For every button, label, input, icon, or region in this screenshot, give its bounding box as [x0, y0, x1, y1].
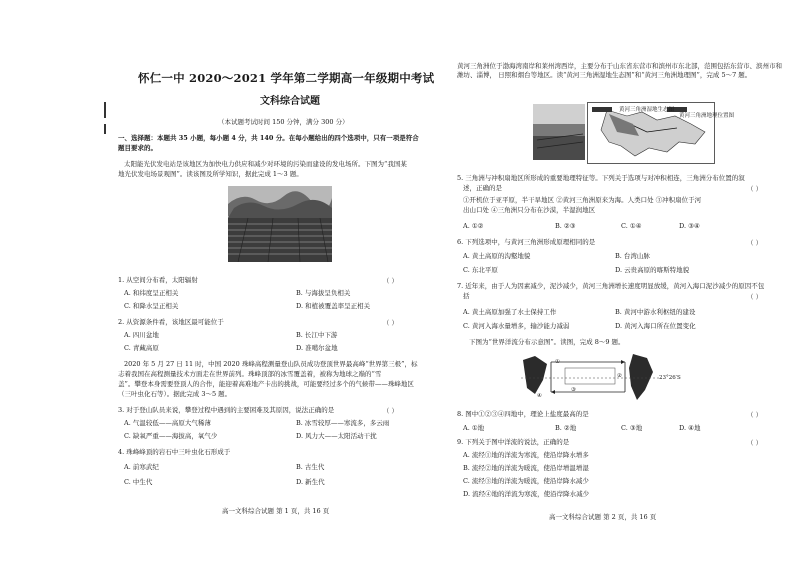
page-footer: 高一文科综合试题 第 1 页，共 16 页	[222, 507, 330, 515]
option-d: D. 风力大——太阳活动干扰	[296, 432, 377, 440]
option-a: A. 四川盆地	[124, 331, 159, 339]
option-c: C. 中生代	[124, 478, 153, 486]
exam-subtitle: 文科综合试题	[260, 96, 320, 107]
option-c: C. 和降水呈正相关	[124, 302, 179, 310]
option-a: A. 和纬度呈正相关	[124, 289, 179, 297]
diagram-mark: ④	[537, 393, 542, 399]
option-d: D. 流经④地的洋流为寒流，使沿岸降水减少	[463, 490, 590, 498]
answer-paren: （ ）	[747, 239, 763, 247]
section-heading: 一、选择题：本题共 35 小题，每小题 4 分，共 140 分。在每小题给出的四个选项中，只有一项是符合	[118, 134, 419, 142]
exam-page-right	[397, 0, 794, 561]
diagram-mark: ②	[617, 373, 622, 379]
answer-paren: （ ）	[382, 407, 398, 415]
option-c: C. 缺氧严重——海拔高，氧气少	[124, 432, 218, 440]
diagram-mark: ①	[555, 359, 560, 365]
passage-line: 日照和烟台等地区。读“黄河三角洲湿地生态图”和“黄河三角洲地理图”，完成	[498, 71, 720, 79]
question-8: 8. 图中①②③④四地中，理论上盐度最高的是	[457, 410, 589, 418]
option-d: D. 新生代	[296, 478, 325, 486]
answer-paren: （ ）	[382, 277, 398, 285]
option-d: D. 和植被覆盖率呈正相关	[296, 302, 371, 310]
answer-paren: （ ）	[382, 319, 398, 327]
option-a: A. 前寒武纪	[124, 463, 159, 471]
passage-text: （三叶虫化石等）。据此完成 3～5 题。	[118, 390, 232, 398]
statement-list: ①开机位于亚平原，半干旱地区 ②黄河三角洲原来为海。人类口处 ③冲积扇位于河	[463, 196, 702, 204]
option-a: A. ①②	[463, 222, 484, 230]
passage-line: 5～7 题。	[721, 71, 752, 79]
option-b: B. 流经②地的洋流为暖流，使沿岸增温增湿	[463, 464, 589, 472]
option-a: A. 黄土高原加强了水土保持工作	[463, 308, 557, 316]
option-c: C. 青藏高原	[124, 344, 159, 352]
option-c: C. 流经③地的洋流为暖流，使沿岸降水减少	[463, 477, 589, 485]
answer-paren: （ ）	[747, 185, 763, 193]
section-heading-cont: 题目要求的。	[118, 144, 157, 152]
question-1: 1. 从空间分布看，太阳辐射	[118, 276, 198, 284]
answer-paren: （ ）	[747, 411, 763, 419]
question-2: 2. 从资源条件看，该地区最可能位于	[118, 318, 224, 326]
question-5: 5. 三角洲与冲积扇地区所形成的重要地理特征等。下列关于选项与对冲积相连，三角洲分布位置的叙	[457, 174, 745, 182]
page-footer: 高一文科综合试题 第 2 页，共 16 页	[549, 513, 657, 521]
option-d: D. ④地	[679, 424, 701, 432]
option-b: B. 台湾山脉	[615, 252, 650, 260]
binding-mark	[104, 124, 106, 134]
answer-paren: （ ）	[747, 439, 763, 447]
latitude-label: 23°26′S	[659, 375, 681, 381]
option-b: B. 黄河中游水利枢纽的建设	[615, 308, 696, 316]
option-a: A. 气温较低——高原大气稀薄	[124, 419, 211, 427]
question-3: 3. 对于登山队员来说，攀登过程中遇到的主要困难及其原因，说法正确的是	[118, 406, 335, 414]
option-c: C. ①④	[621, 222, 642, 230]
question-7: 7. 近年来，由于人为因素减少，泥沙减少，黄河三角洲增长速度明显放缓，黄河入海口泥沙减少的原因不包	[457, 282, 765, 290]
passage-text: 地光伏发电场景观图”。读该图及所学知识，据此完成 1～3 题。	[118, 170, 303, 178]
option-b: B. 长江中下游	[296, 331, 338, 339]
exam-title: 怀仁一中 2020～2021 学年第二学期高一年级期中考试	[138, 71, 435, 85]
question-5-cont: 述，正确的是	[463, 184, 502, 192]
option-d: D. ③④	[679, 222, 700, 230]
option-c: C. 黄河入海水量增多，输沙能力减弱	[463, 322, 570, 330]
option-d: D. 准噶尔盆地	[296, 344, 338, 352]
diagram-mark: ③	[571, 387, 576, 393]
option-a: A. 黄土高原的沟壑地貌	[463, 252, 531, 260]
passage-text: 太阳能光伏发电站是该地区为加快电力供应和减少对环境的污染而建设的发电场所。下图为“我国某	[124, 160, 407, 168]
passage-text: 盖”。攀登本身需要登顶人的合作，能迎着高难地产卡出的挑战，可能要经过多个的气候带——珠峰地区	[118, 380, 414, 388]
question-6: 6. 下列选项中，与黄河三角洲形成原理相同的是	[457, 238, 596, 246]
option-a: A. 流经①地的洋流为寒流，使沿岸降水增多	[463, 451, 589, 459]
wetland-photo	[533, 104, 585, 160]
option-d: D. 黄河入海口所在位置变化	[615, 322, 696, 330]
option-a: A. ①地	[463, 424, 485, 432]
option-c: C. 东北平原	[463, 266, 498, 274]
passage-text	[457, 62, 787, 80]
map-caption: 黄河三角洲湿地生态图	[619, 107, 675, 113]
question-7-cont: 括	[463, 292, 470, 300]
option-b: B. ②地	[555, 424, 577, 432]
ocean-current-diagram	[521, 350, 661, 404]
exam-note: （本试题考试时间 150 分钟，满分 300 分）	[218, 118, 349, 126]
question-9: 9. 下列关于图中洋流的说法，正确的是	[457, 438, 570, 446]
map-caption: 黄河三角洲地理位置图	[679, 113, 735, 119]
binding-mark	[104, 102, 106, 118]
statement-list-cont: 出山口处 ④三角洲只分布在沙漠，半湿润地区	[463, 206, 596, 214]
option-b: B. 与海拔呈负相关	[296, 289, 351, 297]
passage-line: 黄河三角洲位于渤海湾南岸和莱州湾西岸，主要分布于山东省东营市和滨州市东北部，范围包括东营市、滨州市和潍坊、淄博，	[457, 62, 782, 79]
passage-text: 下图为“世界洋流分布示意图”。读图，完成 8～9 题。	[469, 338, 625, 346]
option-d: D. 云贵高原的喀斯特地貌	[615, 266, 690, 274]
question-4: 4. 珠峰峰顶的岩石中三叶虫化石形成于	[118, 448, 231, 456]
option-c: C. ③地	[621, 424, 643, 432]
option-b: B. 冰雪较厚——寒流多，多云雨	[296, 419, 390, 427]
option-b: B. ②③	[555, 222, 576, 230]
solar-station-photo	[228, 186, 332, 262]
passage-text: 志着我国在高程测量技术方面走在世界前列。珠峰顶部的冰雪覆盖着，被称为地球之巅的“雪	[118, 370, 382, 378]
option-b: B. 古生代	[296, 463, 325, 471]
passage-text: 2020 年 5 月 27 日 11 时，中国 2020 珠峰高程测量登山队员成功登顶世界最高峰“世界第三极”，标	[124, 360, 418, 368]
answer-paren: （ ）	[747, 293, 763, 301]
